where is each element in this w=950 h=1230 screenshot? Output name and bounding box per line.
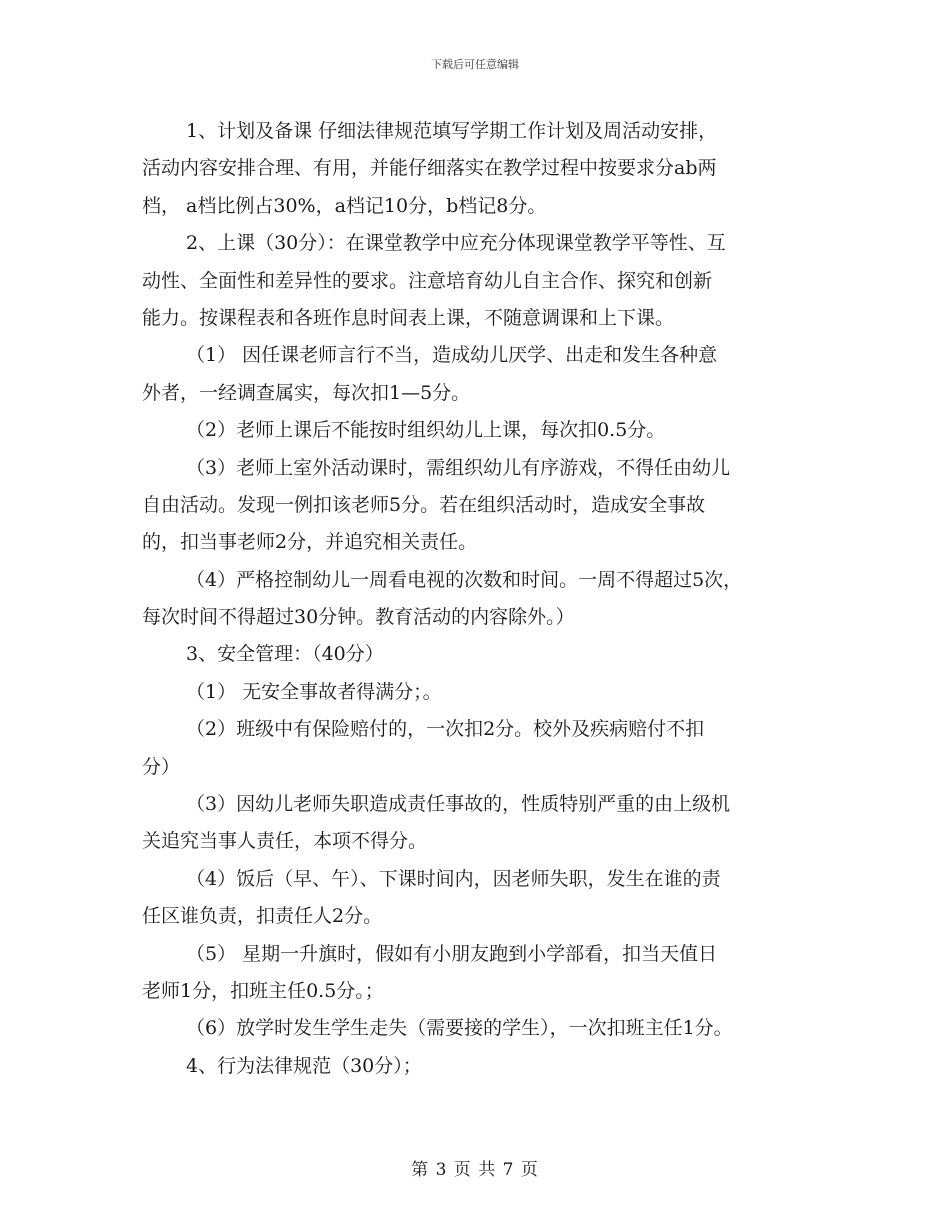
text-line: 能力。按课程表和各班作息时间表上课，不随意调课和上下课。 xyxy=(142,306,675,329)
text-line: （2）老师上课后不能按时组织幼儿上课，每次扣0.5分。 xyxy=(186,419,666,442)
text-line: 的，扣当事老师2分，并追究相关责任。 xyxy=(142,531,478,554)
text-line: 3、安全管理：（40分） xyxy=(186,643,384,666)
text-line: 关追究当事人责任，本项不得分。 xyxy=(142,830,428,853)
text-line: （2）班级中有保险赔付的，一次扣2分。校外及疾病赔付不扣 xyxy=(186,718,705,741)
text-line: 4、行为法律规范（30分）； xyxy=(186,1054,422,1077)
text-line: （1） 无安全事故者得满分；。 xyxy=(186,680,442,703)
text-line: （5） 星期一升旗时，假如有小朋友跑到小学部看，扣当天值日 xyxy=(186,942,718,965)
text-line: 分） xyxy=(142,755,181,778)
text-line: （4）严格控制幼儿一周看电视的次数和时间。一周不得超过5次， xyxy=(186,568,743,591)
text-line: （3）因幼儿老师失职造成责任事故的，性质特别严重的由上级机 xyxy=(186,793,731,816)
text-line: 动性、全面性和差异性的要求。注意培育幼儿自主合作、探究和创新 xyxy=(142,269,713,292)
page-footer: 第 3 页 共 7 页 xyxy=(411,1160,539,1180)
text-line: 档， a档比例占30%，a档记10分，b档记8分。 xyxy=(142,194,547,217)
text-line: 每次时间不得超过30分钟。教育活动的内容除外。） xyxy=(142,606,575,629)
text-line: 1、计划及备课 仔细法律规范填写学期工作计划及周活动安排， xyxy=(186,120,718,142)
text-line: （1） 因任课老师言行不当，造成幼儿厌学、出走和发生各种意 xyxy=(186,344,718,367)
text-line: 老师1分，扣班主任0.5分。； xyxy=(142,979,384,1002)
text-line: （6）放学时发生学生走失（需要接的学生），一次扣班主任1分。 xyxy=(186,1017,733,1040)
page-header: 下载后可任意编辑 xyxy=(431,58,519,71)
text-line: 活动内容安排合理、有用，并能仔细落实在教学过程中按要求分ab两 xyxy=(142,157,717,180)
document-body xyxy=(142,113,822,1085)
text-line: （4）饭后（早、午）、下课时间内，因老师失职，发生在谁的责 xyxy=(186,867,721,890)
text-line: 外者，一经调查属实，每次扣1—5分。 xyxy=(142,381,471,404)
text-line: 自由活动。发现一例扣该老师5分。若在组织活动时，造成安全事故 xyxy=(142,493,706,516)
text-line: 2、上课（30分）：在课堂教学中应充分体现课堂教学平等性、互 xyxy=(186,232,726,255)
text-line: 任区谁负责，扣责任人2分。 xyxy=(142,905,383,928)
text-line: （3）老师上室外活动课时，需组织幼儿有序游戏，不得任由幼儿 xyxy=(186,456,731,479)
